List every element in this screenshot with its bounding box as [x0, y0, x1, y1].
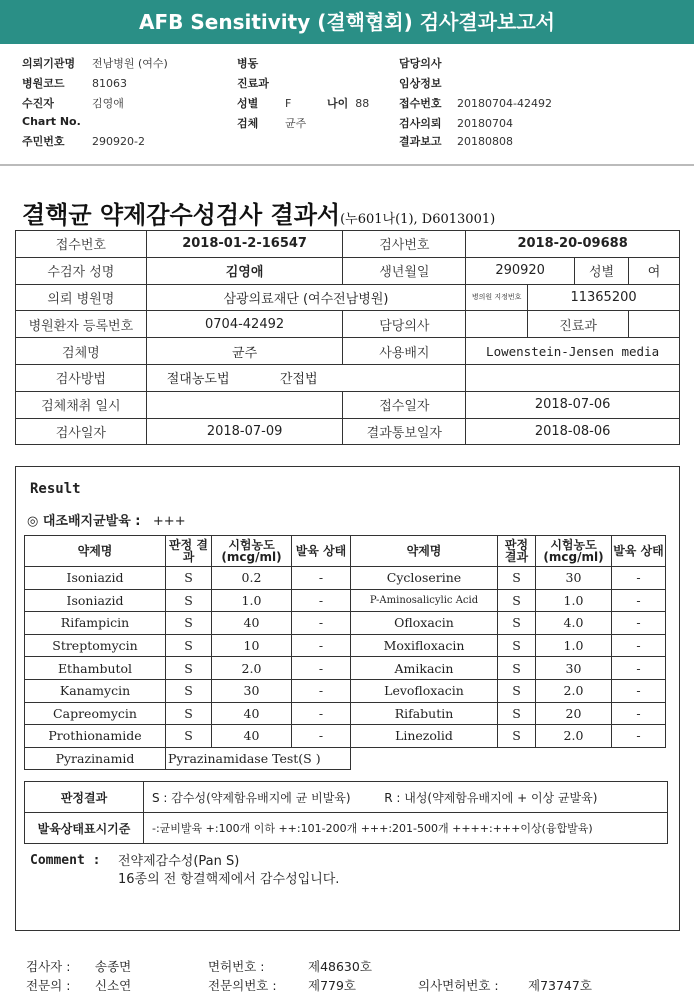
info-value: F [285, 97, 292, 110]
cell: 2018-07-06 [466, 391, 680, 418]
drug-row [25, 657, 666, 680]
cell: 성별 [575, 257, 629, 284]
judge-r: R : 내성(약제함유배지에 + 이상 균발육) [384, 790, 598, 805]
drug-concentration: 1.0 [536, 634, 612, 657]
drug-concentration: 40 [212, 612, 292, 635]
drug-result: S [498, 634, 536, 657]
info-value: 81063 [92, 77, 127, 90]
cell: 사용배지 [343, 338, 466, 365]
info-label: 주민번호 [22, 135, 65, 148]
info-label: 검체 [237, 117, 259, 130]
drug-result: S [498, 702, 536, 725]
drug-growth: - [292, 725, 351, 748]
report-header: AFB Sensitivity (결핵협회) 검사결과보고서 [0, 0, 694, 44]
drug-concentration: 0.2 [212, 567, 292, 590]
growth-label: 발육상태표시기준 [25, 813, 144, 844]
cell [146, 391, 343, 418]
age-field [327, 95, 369, 111]
drug-table-header [25, 536, 666, 567]
result-label: Result [30, 481, 81, 497]
empty-cell [351, 747, 666, 770]
drug-name: Capreomycin [25, 702, 166, 725]
cell: 여 [629, 257, 680, 284]
info-row [237, 115, 306, 131]
specialist-number: 제779호 [308, 978, 357, 993]
info-label: 성별 [237, 97, 259, 110]
judge-text [144, 782, 668, 813]
drug-row [25, 612, 666, 635]
cell [629, 311, 680, 338]
age-label: 나이 [327, 97, 349, 110]
drug-name: Isoniazid [25, 589, 166, 612]
method-1: 절대농도법 [166, 372, 230, 388]
drug-result: S [166, 612, 212, 635]
info-row [22, 75, 127, 91]
drug-concentration: 1.0 [212, 589, 292, 612]
drug-header-cell: 약제명 [25, 536, 166, 567]
drug-name: P-Aminosalicylic Acid [351, 589, 498, 612]
drug-name: Streptomycin [25, 634, 166, 657]
drug-concentration: 30 [212, 679, 292, 702]
drug-name: Amikacin [351, 657, 498, 680]
cell: 검사번호 [343, 231, 466, 258]
drug-name: Isoniazid [25, 567, 166, 590]
drug-row [25, 589, 666, 612]
drug-name: Ofloxacin [351, 612, 498, 635]
info-row [399, 115, 513, 131]
cell: 0704-42492 [146, 311, 343, 338]
comment-body [118, 853, 339, 889]
drug-header-cell: 약제명 [351, 536, 498, 567]
specialist-number-label: 전문의번호 : [208, 978, 277, 993]
drug-table [24, 535, 666, 770]
drug-concentration: 4.0 [536, 612, 612, 635]
drug-result: S [498, 567, 536, 590]
info-row [22, 133, 145, 149]
drug-concentration: 30 [536, 657, 612, 680]
report-title-text: 결핵균 약제감수성검사 결과서 [22, 200, 341, 229]
comment [30, 853, 340, 887]
drug-growth: - [292, 567, 351, 590]
drug-name: Ethambutol [25, 657, 166, 680]
drug-growth: - [292, 679, 351, 702]
drug-result: S [166, 702, 212, 725]
cell: 검사방법 [16, 364, 147, 391]
info-row [237, 95, 291, 111]
cell: 접수번호 [16, 231, 147, 258]
license-label: 면허번호 : [208, 959, 265, 974]
drug-concentration: 2.0 [536, 725, 612, 748]
report-code: (누601나(1), D6013001) [340, 212, 496, 227]
cell: 진료과 [528, 311, 629, 338]
pza-row [25, 747, 666, 770]
criteria-table [24, 781, 668, 844]
age-value: 88 [355, 97, 370, 110]
info-value: 김영애 [92, 97, 124, 110]
method-2: 간접법 [279, 372, 318, 388]
cell: Lowenstein-Jensen media [466, 338, 680, 365]
drug-growth: - [292, 634, 351, 657]
info-row [399, 55, 457, 71]
drug-table-body [25, 567, 666, 770]
cell: 균주 [146, 338, 343, 365]
growth-text: -:균비발육 +:100개 이하 ++:101-200개 +++:201-500개 ++++:+++이상(융합발육) [144, 813, 668, 844]
cell: 생년월일 [343, 257, 466, 284]
cell: 삼광의료재단 (여수전남병원) [146, 284, 465, 311]
specialist-name: 신소연 [95, 978, 132, 993]
drug-row [25, 702, 666, 725]
info-label: 담당의사 [399, 57, 442, 70]
info-label: 병원코드 [22, 77, 65, 90]
separator [0, 164, 694, 166]
drug-concentration: 1.0 [536, 589, 612, 612]
info-row [237, 55, 285, 71]
drug-growth: - [612, 702, 666, 725]
patient-info-table [15, 230, 680, 445]
info-row [237, 75, 285, 91]
drug-header-cell: 시험농도 (mcg/ml) [212, 536, 292, 567]
info-value: 20180808 [457, 135, 513, 148]
drug-growth: - [612, 612, 666, 635]
cell: 병원환자 등록번호 [16, 311, 147, 338]
drug-concentration: 40 [212, 725, 292, 748]
cell: 검체채취 일시 [16, 391, 147, 418]
drug-concentration: 2.0 [536, 679, 612, 702]
info-label: 검사의뢰 [399, 117, 442, 130]
drug-result: S [166, 679, 212, 702]
cell: 수검자 성명 [16, 257, 147, 284]
comment-line: 전약제감수성(Pan S) [118, 854, 240, 869]
info-row [22, 115, 92, 128]
info-label: 결과보고 [399, 135, 442, 148]
drug-header-cell: 발육 상태 [292, 536, 351, 567]
drug-header-cell: 시험농도 (mcg/ml) [536, 536, 612, 567]
drug-name: Moxifloxacin [351, 634, 498, 657]
drug-result: S [498, 589, 536, 612]
drug-growth: - [292, 612, 351, 635]
pza-test: Pyrazinamidase Test(S ) [166, 747, 351, 770]
drug-result: S [166, 725, 212, 748]
drug-growth: - [612, 657, 666, 680]
info-row [399, 75, 457, 91]
drug-name: Kanamycin [25, 679, 166, 702]
cell [146, 364, 465, 391]
drug-name: Rifampicin [25, 612, 166, 635]
info-row [399, 133, 513, 149]
drug-growth: - [292, 589, 351, 612]
info-label: 병동 [237, 57, 259, 70]
drug-result: S [498, 725, 536, 748]
drug-result: S [166, 589, 212, 612]
drug-header-cell: 판정 결과 [498, 536, 536, 567]
drug-result: S [498, 657, 536, 680]
info-label: 접수번호 [399, 97, 442, 110]
cell: 검체명 [16, 338, 147, 365]
cell: 2018-07-09 [146, 418, 343, 445]
tester-label: 검사자 : [26, 959, 71, 974]
drug-name: Pyrazinamid [25, 747, 166, 770]
drug-result: S [498, 679, 536, 702]
cell: 담당의사 [343, 311, 466, 338]
info-label: 임상정보 [399, 77, 442, 90]
drug-growth: - [612, 634, 666, 657]
info-label: 수진자 [22, 97, 54, 110]
drug-row [25, 679, 666, 702]
cell: 2018-01-2-16547 [146, 231, 343, 258]
info-row [399, 95, 552, 111]
info-value: 290920-2 [92, 135, 145, 148]
cell: 결과통보일자 [343, 418, 466, 445]
drug-result: S [166, 657, 212, 680]
drug-concentration: 20 [536, 702, 612, 725]
license-number: 제48630호 [308, 959, 372, 974]
culture-label: ◎ 대조배지균발육 : [27, 514, 141, 529]
culture-value: +++ [152, 514, 186, 529]
drug-growth: - [612, 679, 666, 702]
doctor-license-number: 제73747호 [528, 978, 592, 993]
cell: 김영애 [146, 257, 343, 284]
cell: 의뢰 병원명 [16, 284, 147, 311]
drug-header-cell: 발육 상태 [612, 536, 666, 567]
cell: 2018-08-06 [466, 418, 680, 445]
drug-row [25, 634, 666, 657]
comment-label: Comment : [30, 853, 101, 868]
tester-name: 송종면 [95, 959, 132, 974]
drug-growth: - [292, 702, 351, 725]
drug-growth: - [612, 589, 666, 612]
drug-result: S [166, 634, 212, 657]
drug-name: Prothionamide [25, 725, 166, 748]
drug-name: Cycloserine [351, 567, 498, 590]
info-value: 20180704-42492 [457, 97, 552, 110]
info-value: 균주 [285, 117, 307, 130]
drug-growth: - [612, 567, 666, 590]
drug-row [25, 567, 666, 590]
culture-growth [27, 510, 186, 529]
cell: 2018-20-09688 [466, 231, 680, 258]
drug-name: Levofloxacin [351, 679, 498, 702]
cell: 검사일자 [16, 418, 147, 445]
drug-concentration: 10 [212, 634, 292, 657]
drug-result: S [498, 612, 536, 635]
info-row [22, 55, 168, 71]
info-row [22, 95, 124, 111]
drug-growth: - [292, 657, 351, 680]
cell: 290920 [466, 257, 575, 284]
comment-line: 16종의 전 항결핵제에서 감수성입니다. [118, 872, 340, 887]
drug-header-cell: 판정 결과 [166, 536, 212, 567]
drug-growth: - [612, 725, 666, 748]
drug-result: S [166, 567, 212, 590]
info-value: 전남병원 (여수) [92, 57, 168, 70]
judge-label: 판정결과 [25, 782, 144, 813]
cell: 병의원 지정번호 [466, 284, 528, 311]
cell [466, 364, 680, 391]
info-label: 의뢰기관명 [22, 57, 76, 70]
info-label: 진료과 [237, 77, 269, 90]
info-label: Chart No. [22, 115, 81, 128]
specialist-label: 전문의 : [26, 978, 71, 993]
cell: 11365200 [528, 284, 680, 311]
cell [466, 311, 528, 338]
drug-name: Rifabutin [351, 702, 498, 725]
drug-concentration: 30 [536, 567, 612, 590]
judge-s: S : 감수성(약제함유배지에 균 비발육) [152, 790, 351, 805]
info-value: 20180704 [457, 117, 513, 130]
drug-row [25, 725, 666, 748]
report-title [22, 195, 495, 230]
doctor-license-label: 의사면허번호 : [418, 978, 499, 993]
drug-concentration: 40 [212, 702, 292, 725]
drug-name: Linezolid [351, 725, 498, 748]
drug-concentration: 2.0 [212, 657, 292, 680]
cell: 접수일자 [343, 391, 466, 418]
